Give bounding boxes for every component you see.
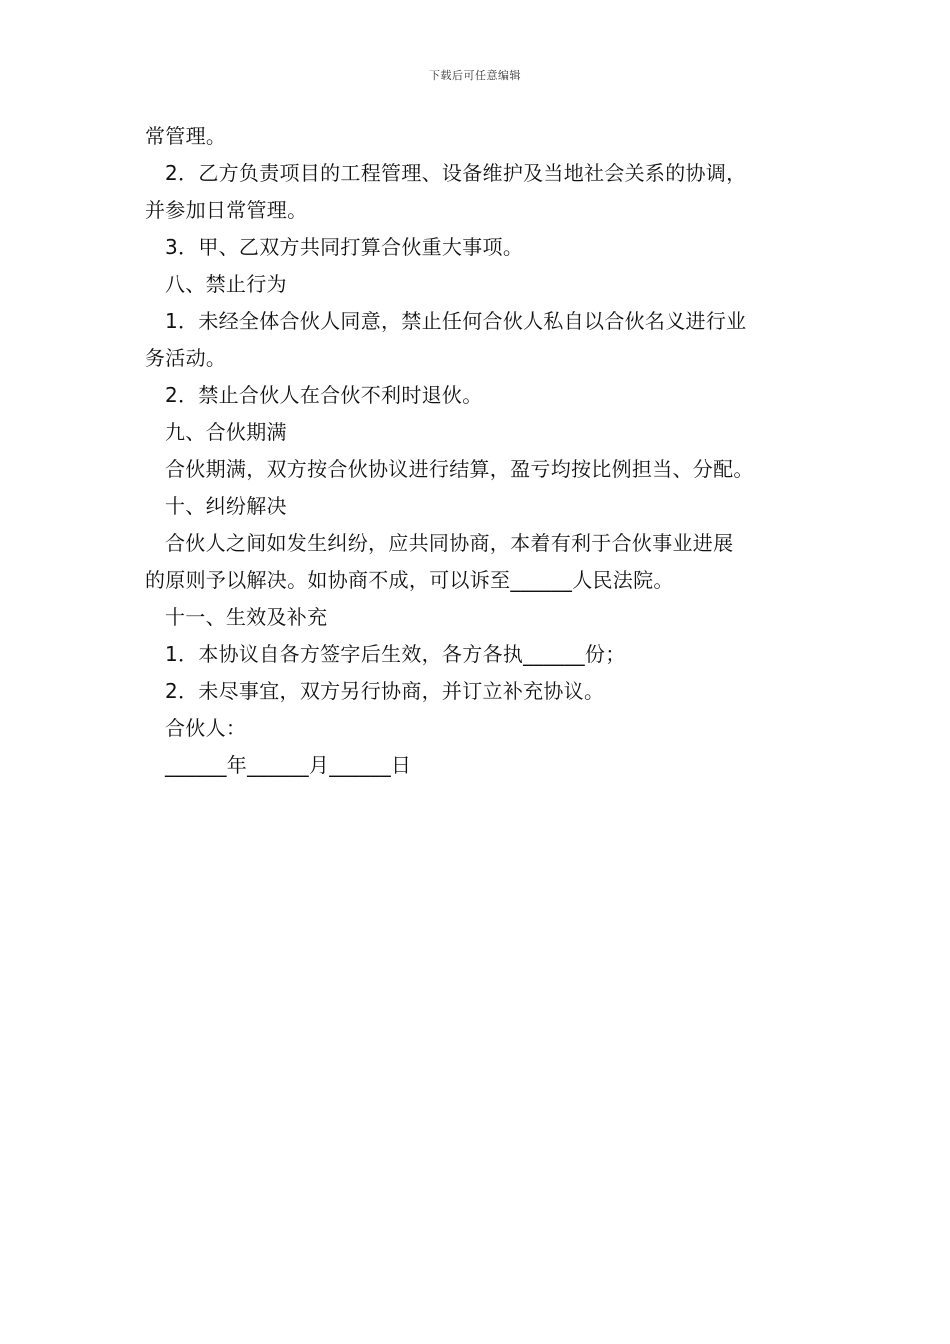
page-header: 下载后可任意编辑 [429, 69, 521, 82]
document-body [145, 118, 810, 784]
paragraph-line: 并参加日常管理。 [145, 198, 308, 222]
section-heading: 十一、生效及补充 [165, 605, 328, 629]
section-heading: 八、禁止行为 [165, 272, 287, 296]
paragraph-line: 的原则予以解决。如协商不成，可以诉至______人民法院。 [145, 568, 674, 592]
paragraph-line: 务活动。 [145, 346, 227, 370]
section-heading: 九、合伙期满 [165, 420, 287, 444]
paragraph-line: 2．禁止合伙人在合伙不利时退伙。 [165, 383, 483, 407]
signature-label: 合伙人： [165, 716, 247, 740]
paragraph-line: 1．未经全体合伙人同意，禁止任何合伙人私自以合伙名义进行业 [165, 309, 747, 333]
paragraph-line: 合伙期满，双方按合伙协议进行结算，盈亏均按比例担当、分配。 [165, 457, 754, 481]
paragraph-line: 1．本协议自各方签字后生效，各方各执______份； [165, 642, 626, 666]
paragraph-line: 合伙人之间如发生纠纷，应共同协商，本着有利于合伙事业进展 [165, 531, 734, 555]
paragraph-line: 3．甲、乙双方共同打算合伙重大事项。 [165, 235, 524, 259]
paragraph-line: 2．乙方负责项目的工程管理、设备维护及当地社会关系的协调， [165, 161, 747, 185]
date-line: ______年______月______日 [165, 753, 412, 777]
paragraph-line: 2．未尽事宜，双方另行协商，并订立补充协议。 [165, 679, 605, 703]
paragraph-line: 常管理。 [145, 124, 227, 148]
section-heading: 十、纠纷解决 [165, 494, 287, 518]
